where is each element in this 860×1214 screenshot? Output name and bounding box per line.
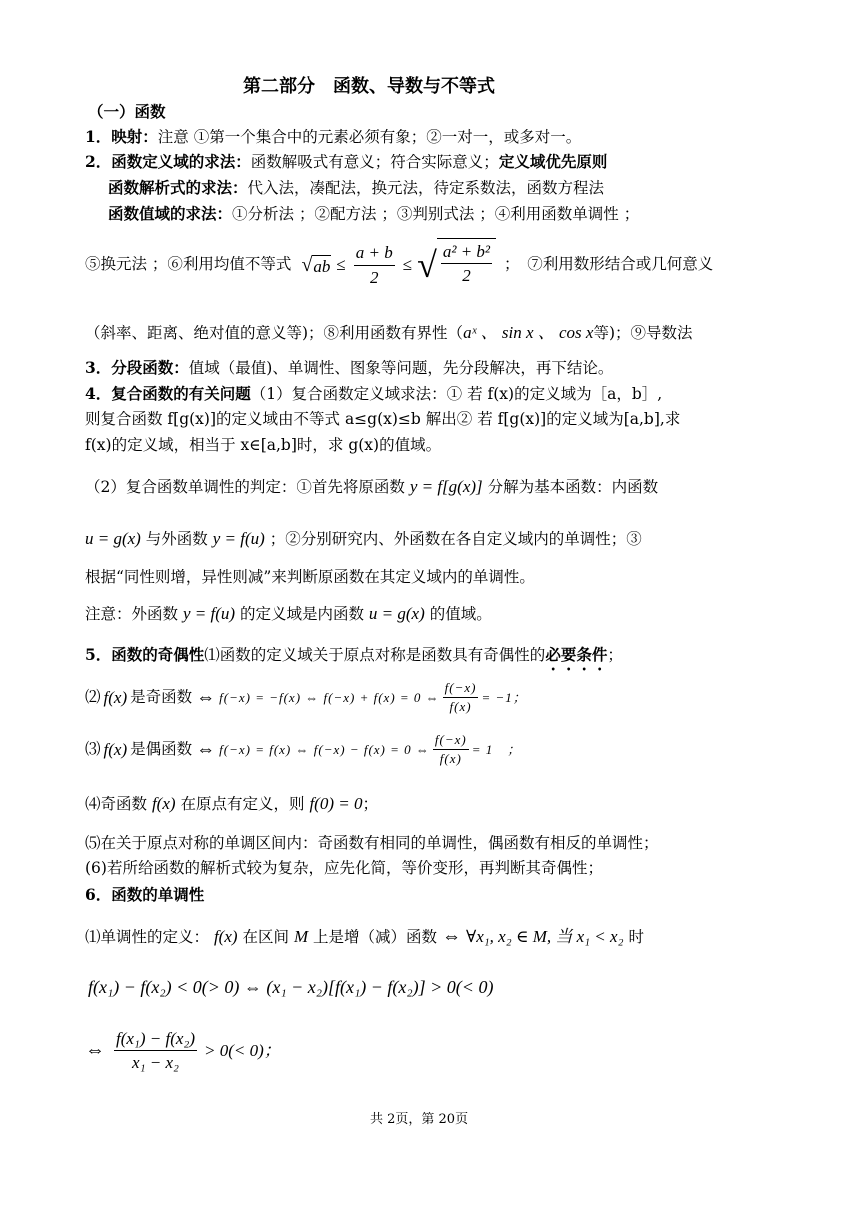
iff-symbol-3: ⇔ [442,926,461,947]
item-5-line-4-text-a: ⑷奇函数 [85,795,148,813]
item-5-line-3 [85,732,521,768]
item-2-line-5-text-a: （斜率、距离、绝对值的意义等)；⑧利用函数有界性（ [85,324,464,342]
item-4-line-7-text-c: 的值域。 [429,605,492,623]
odd-fraction-numerator: f(−x) [443,680,479,698]
amgm-denominator: 2 [370,267,379,287]
odd-end: = −1； [481,689,527,705]
item-6-head: 6．函数的单调性 [85,885,205,904]
page-footer: 共 2页，第 20页 [370,1112,469,1127]
item-6-line-1-text-a: ⑴单调性的定义： [85,928,210,946]
item-2-line-2-head: 函数解析式的求法： [108,178,248,197]
item-4-line-4 [85,476,658,497]
even-chain: f(−x) = f(x) ⇔ f(−x) − f(x) = 0 ⇔ [219,741,430,757]
iff-symbol: ⇔ [196,686,216,708]
item-5-line-4-text-b: 在原点有定义，则 [180,795,305,813]
rms-root [417,238,496,292]
item-4-line-7-text-a: 注意：外函数 [85,605,179,623]
even-fraction-denominator: f(x) [439,751,462,767]
rms-numerator: a² + b² [441,241,492,264]
page-title: 第二部分 函数、导数与不等式 [243,76,495,97]
inner-function: u = g(x) [85,529,141,548]
section-heading: （一）函数 [88,102,166,121]
item-4-line-5-text-b: ；②分别研究内、外函数在各自定义域内的单调性；③ [269,530,642,548]
even-fraction [433,732,469,768]
item-5-head: 5．函数的奇偶性 [85,645,205,664]
item-2-line-4-text-a: ⑤换元法 ；⑥利用均值不等式 [85,255,292,274]
interval-m: M [293,927,309,946]
item-2 [85,152,607,172]
item-2-line-2-body: 代入法，凑配法，换元法，待定系数法，函数方程法 [247,179,605,197]
item-6-line-1-text-c: 上是增（减）函数 [313,928,438,946]
composite-function: y = f[g(x)] [409,477,483,496]
rms-fraction [437,238,496,292]
amgm-fraction [354,242,395,288]
forall-condition: ∀x₁, x₂ ∈ M, 当 x₁ < x₂ [465,927,624,946]
radical-sign-large-icon: √ [417,245,437,285]
iff-symbol-2: ⇔ [196,738,216,760]
le-symbol-2: ≤ [402,255,413,275]
item-2-line-3-body: ①分析法 ；②配方法 ；③判别式法 ；④利用函数单调性 ； [232,205,640,223]
item-2-emphasis: 定义域优先原则 [498,152,608,171]
item-4-line-1: （1）复合函数定义域求法：① 若 f(x)的定义域为［a，b］, [250,385,663,403]
item-4-line-4-text-b: 分解为基本函数：内函数 [487,478,659,496]
item-4-line-6: 根据“同性则增，异性则减”来判断原函数在其定义域内的单调性。 [85,568,535,586]
item-3 [85,358,613,378]
item-5-line-5: ⑸在关于原点对称的单调区间内：奇函数有相同的单调性，偶函数有相反的单调性； [85,834,659,852]
odd-fraction [443,680,479,716]
item-4-line-2: 则复合函数 f[g(x)]的定义域由不等式 a≤g(x)≤b 解出② 若 f[g(x)]的定义域为[a,b],求 [85,410,681,428]
item-2-line-3-head: 函数值域的求法： [108,204,233,223]
item-2-line-2 [108,178,604,198]
item-5-line-3-text: 是偶函数 [130,740,193,759]
odd-fx: f(x) [103,688,128,708]
item-2-line-4-text-b: ； ⑦利用数形结合或几何意义 [504,255,714,274]
le-symbol: ≤ [336,255,346,275]
inner-function-2: u = g(x) [368,604,425,623]
item-1-head: 1．映射： [85,127,158,146]
even-end: = 1 ； [471,741,522,757]
monotonic-fraction-numerator: f(x₁) − f(x₂) [114,1028,197,1051]
item-4 [85,384,662,404]
monotonic-fraction [114,1028,197,1074]
item-4-line-3: f(x)的定义域，相当于 x∈[a,b]时，求 g(x)的值域。 [85,436,442,454]
item-4-line-4-text-a: （2）复合函数单调性的判定：①首先将原函数 [85,478,405,496]
radical-sign-icon: √ [301,253,313,276]
monotonic-inequality: f(x₁) − f(x₂) < 0(> 0) ⇔ (x₁ − x₂)[f(x₁) − f(x₂)] > 0(< 0) [88,977,494,997]
item-5-line-1-end: ； [607,646,623,664]
item-1-body: 注意 ①第一个集合中的元素必须有象；②一对一，或多对一。 [157,128,582,146]
even-fx: f(x) [103,740,128,760]
item-5-line-3-marker: ⑶ [85,740,101,759]
item-6-line-1-text-b: 在区间 [242,928,289,946]
item-5-line-2-text: 是奇函数 [130,688,193,707]
outer-function-2: y = f(u) [182,604,236,623]
item-3-body: 值域（最值)、单调性、图象等问题，先分段解决，再下结论。 [188,359,614,377]
item-2-line-4 [85,238,713,292]
item-4-line-7-text-b: 的定义域是内函数 [239,605,364,623]
amgm-numerator: a + b [354,242,395,265]
item-5-line-1-emphasis: 必要条件 [545,645,608,664]
item-2-body: 函数解吸式有意义；符合实际意义； [250,153,499,171]
item-5-line-2-marker: ⑵ [85,688,101,707]
outer-function: y = f(u) [212,529,265,548]
item-4-line-5-text-a: 与外函数 [145,530,208,548]
iff-symbol-4: ⇔ [85,1039,105,1062]
rms-denominator: 2 [462,266,471,286]
item-2-line-5 [85,322,693,343]
even-fraction-numerator: f(−x) [433,732,469,750]
odd-chain: f(−x) = −f(x) ⇔ f(−x) + f(x) = 0 ⇔ [219,689,440,705]
item-4-head: 4．复合函数的有关问题 [85,384,251,403]
item-3-head: 3．分段函数： [85,358,189,377]
item-5-line-2 [85,680,527,716]
item-6-line-1-text-d: 时 [628,928,644,946]
odd-fx-origin: f(x) [151,794,176,813]
item-4-line-7 [85,603,492,624]
item-5-line-4 [85,793,378,814]
sqrt-ab [301,253,331,278]
item-5-line-6: (6)若所给函数的解析式较为复杂，应先化简，等价变形，再判断其奇偶性； [85,859,603,877]
mono-fx: f(x) [213,927,238,946]
monotonic-fraction-denominator: x₁ − x₂ [132,1053,179,1073]
item-2-line-3 [108,204,639,224]
bounded-functions: aˣ 、 sin x 、 cos x [463,323,594,342]
item-4-line-5 [85,528,642,549]
item-1 [85,127,581,147]
item-2-line-5-text-b: 等)；⑨导数法 [593,324,693,342]
sqrt-ab-radicand: ab [313,257,331,277]
odd-fraction-denominator: f(x) [449,699,472,715]
item-5-line-4-text-c: ； [362,795,378,813]
item-5-line-1-body: ⑴函数的定义域关于原点对称是函数具有奇偶性的 [204,646,546,664]
f-zero-equals-zero: f(0) = 0 [309,794,363,813]
item-2-head: 2．函数定义域的求法： [85,152,251,171]
monotonic-fraction-end: > 0(< 0)； [203,1041,281,1061]
monotonic-fraction-line [85,1028,281,1074]
item-6-line-1 [85,925,644,949]
item-5 [85,645,623,674]
